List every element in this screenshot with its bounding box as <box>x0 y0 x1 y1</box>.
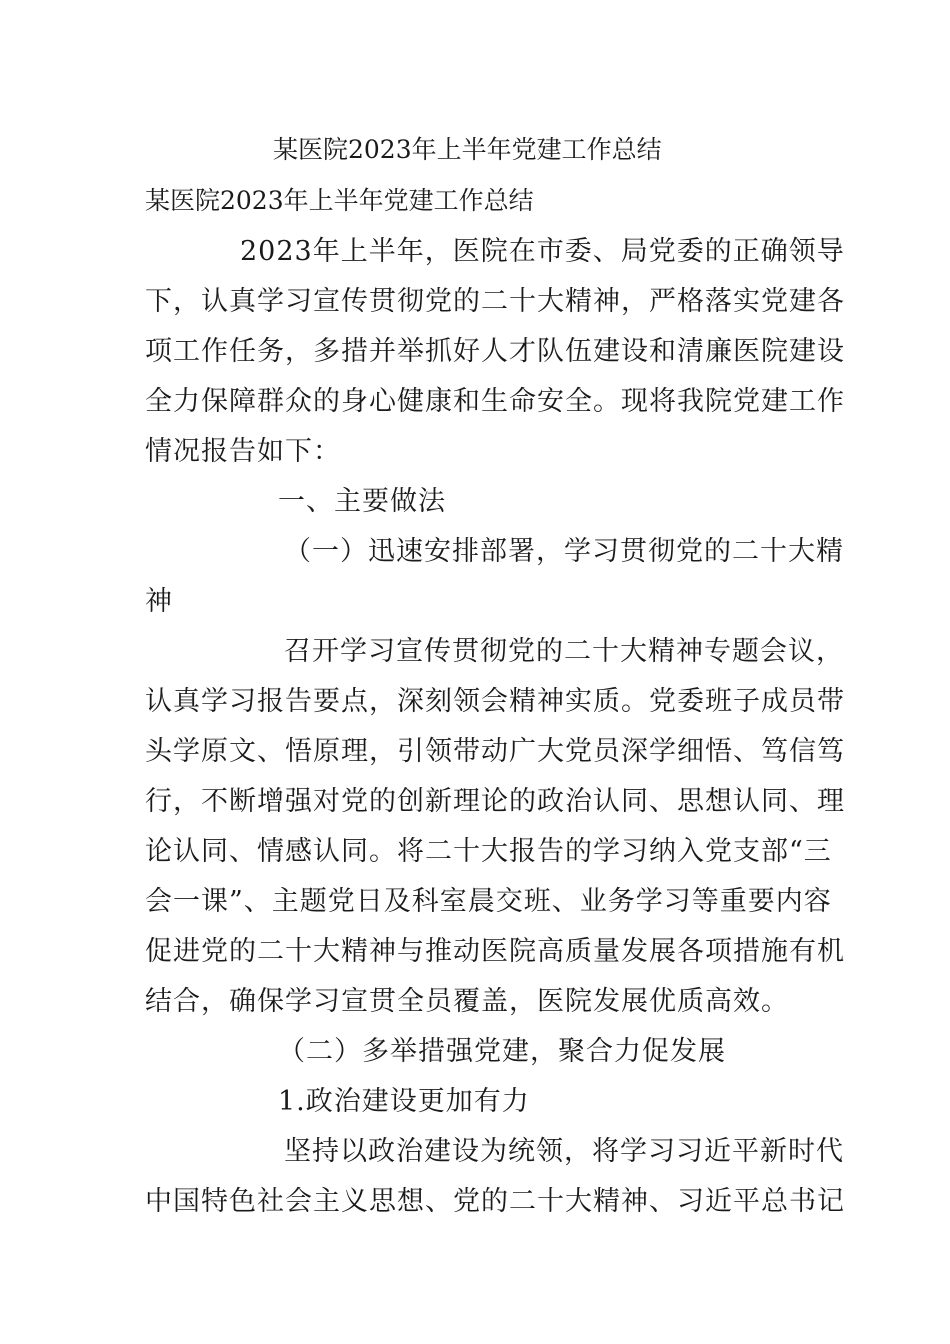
item-1-body-line-1: 坚持以政治建设为统领，将学习习近平新时代 <box>284 1136 844 1167</box>
document-subtitle: 某医院2023年上半年党建工作总结 <box>145 186 534 215</box>
document-title: 某医院2023年上半年党建工作总结 <box>273 135 662 164</box>
subsection-1-body-line-1: 召开学习宣传贯彻党的二十大精神专题会议， <box>284 636 844 667</box>
subsection-1-body-line-6: 会一课”、主题党日及科室晨交班、业务学习等重要内容 <box>145 886 832 917</box>
intro-line-1: 2023年上半年，医院在市委、局党委的正确领导 <box>240 236 845 267</box>
subsection-2-heading: （二）多举措强党建，聚合力促发展 <box>278 1036 726 1067</box>
subsection-1-body-line-2: 认真学习报告要点，深刻领会精神实质。党委班子成员带 <box>145 686 845 717</box>
subsection-1-body-line-4: 行，不断增强对党的创新理论的政治认同、思想认同、理 <box>145 786 845 817</box>
intro-line-2: 下，认真学习宣传贯彻党的二十大精神，严格落实党建各 <box>145 286 845 317</box>
intro-line-3: 项工作任务，多措并举抓好人才队伍建设和清廉医院建设 <box>145 336 845 367</box>
subsection-1-body-line-8: 结合，确保学习宣贯全员覆盖，医院发展优质高效。 <box>145 986 789 1017</box>
section-heading-main-practices: 一、主要做法 <box>278 486 446 517</box>
intro-line-4: 全力保障群众的身心健康和生命安全。现将我院党建工作 <box>145 386 845 417</box>
item-1-body-line-2: 中国特色社会主义思想、党的二十大精神、习近平总书记 <box>145 1186 845 1217</box>
subsection-1-body-line-7: 促进党的二十大精神与推动医院高质量发展各项措施有机 <box>145 936 845 967</box>
subsection-1-body-line-3: 头学原文、悟原理，引领带动广大党员深学细悟、笃信笃 <box>145 736 845 767</box>
subsection-1-body-line-5: 论认同、情感认同。将二十大报告的学习纳入党支部“三 <box>145 836 832 867</box>
intro-line-5: 情况报告如下： <box>145 436 341 467</box>
subsection-1-heading-line-2: 神 <box>145 586 173 617</box>
item-1-heading: 1.政治建设更加有力 <box>278 1086 530 1117</box>
subsection-1-heading-line-1: （一）迅速安排部署，学习贯彻党的二十大精 <box>284 536 844 567</box>
